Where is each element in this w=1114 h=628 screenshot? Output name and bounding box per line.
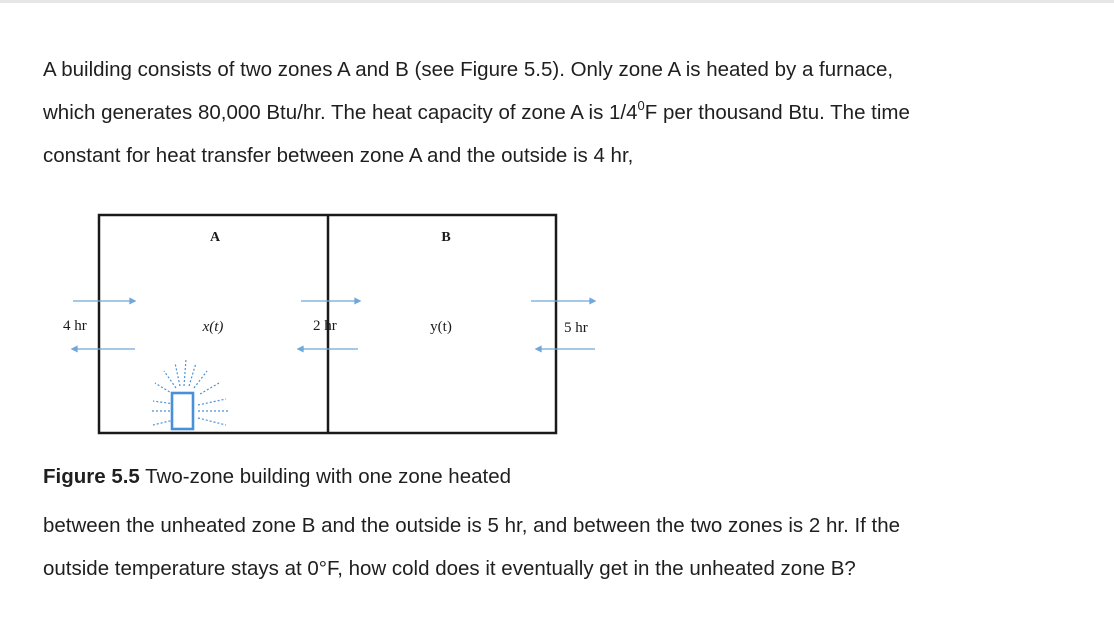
intro-line-2	[43, 91, 1093, 134]
question-line-2: outside temperature stays at 0°F, how cold does it eventually get in the unheated zone B?	[43, 557, 856, 580]
zone-a-label: A	[209, 230, 221, 245]
furnace	[172, 393, 193, 429]
zone-b-label: B	[441, 230, 451, 245]
intro-line-1: A building consists of two zones A and B (see Figure 5.5). Only zone A is heated by a furnace,	[43, 58, 894, 81]
problem-paragraph-question	[43, 504, 1093, 590]
figure-caption-label: Figure 5.5	[43, 465, 140, 488]
problem-paragraph-intro	[43, 48, 1093, 177]
intro-line-3: constant for heat transfer between zone A and the outside is 4 hr,	[43, 144, 634, 167]
question-line-1: between the unheated zone B and the outside is 5 hr, and between the two zones is 2 hr. If the	[43, 514, 901, 537]
middle-time-constant: 2 hr	[313, 318, 337, 334]
intro-line-2-start: which generates 80,000 Btu/hr. The heat capacity of zone A is 1/4	[43, 101, 638, 124]
figure-caption	[43, 463, 511, 491]
figure-caption-text: Two-zone building with one zone heated	[139, 465, 512, 488]
right-time-constant: 5 hr	[564, 320, 588, 336]
degree-superscript: 0	[637, 98, 645, 114]
zone-b-temperature: y(t)	[430, 319, 452, 335]
top-divider	[0, 0, 1114, 3]
two-zone-building-figure	[55, 205, 615, 446]
left-time-constant: 4 hr	[63, 318, 87, 334]
zone-a-temperature: x(t)	[202, 319, 224, 335]
intro-line-2-end: F per thousand Btu. The time	[644, 101, 910, 124]
